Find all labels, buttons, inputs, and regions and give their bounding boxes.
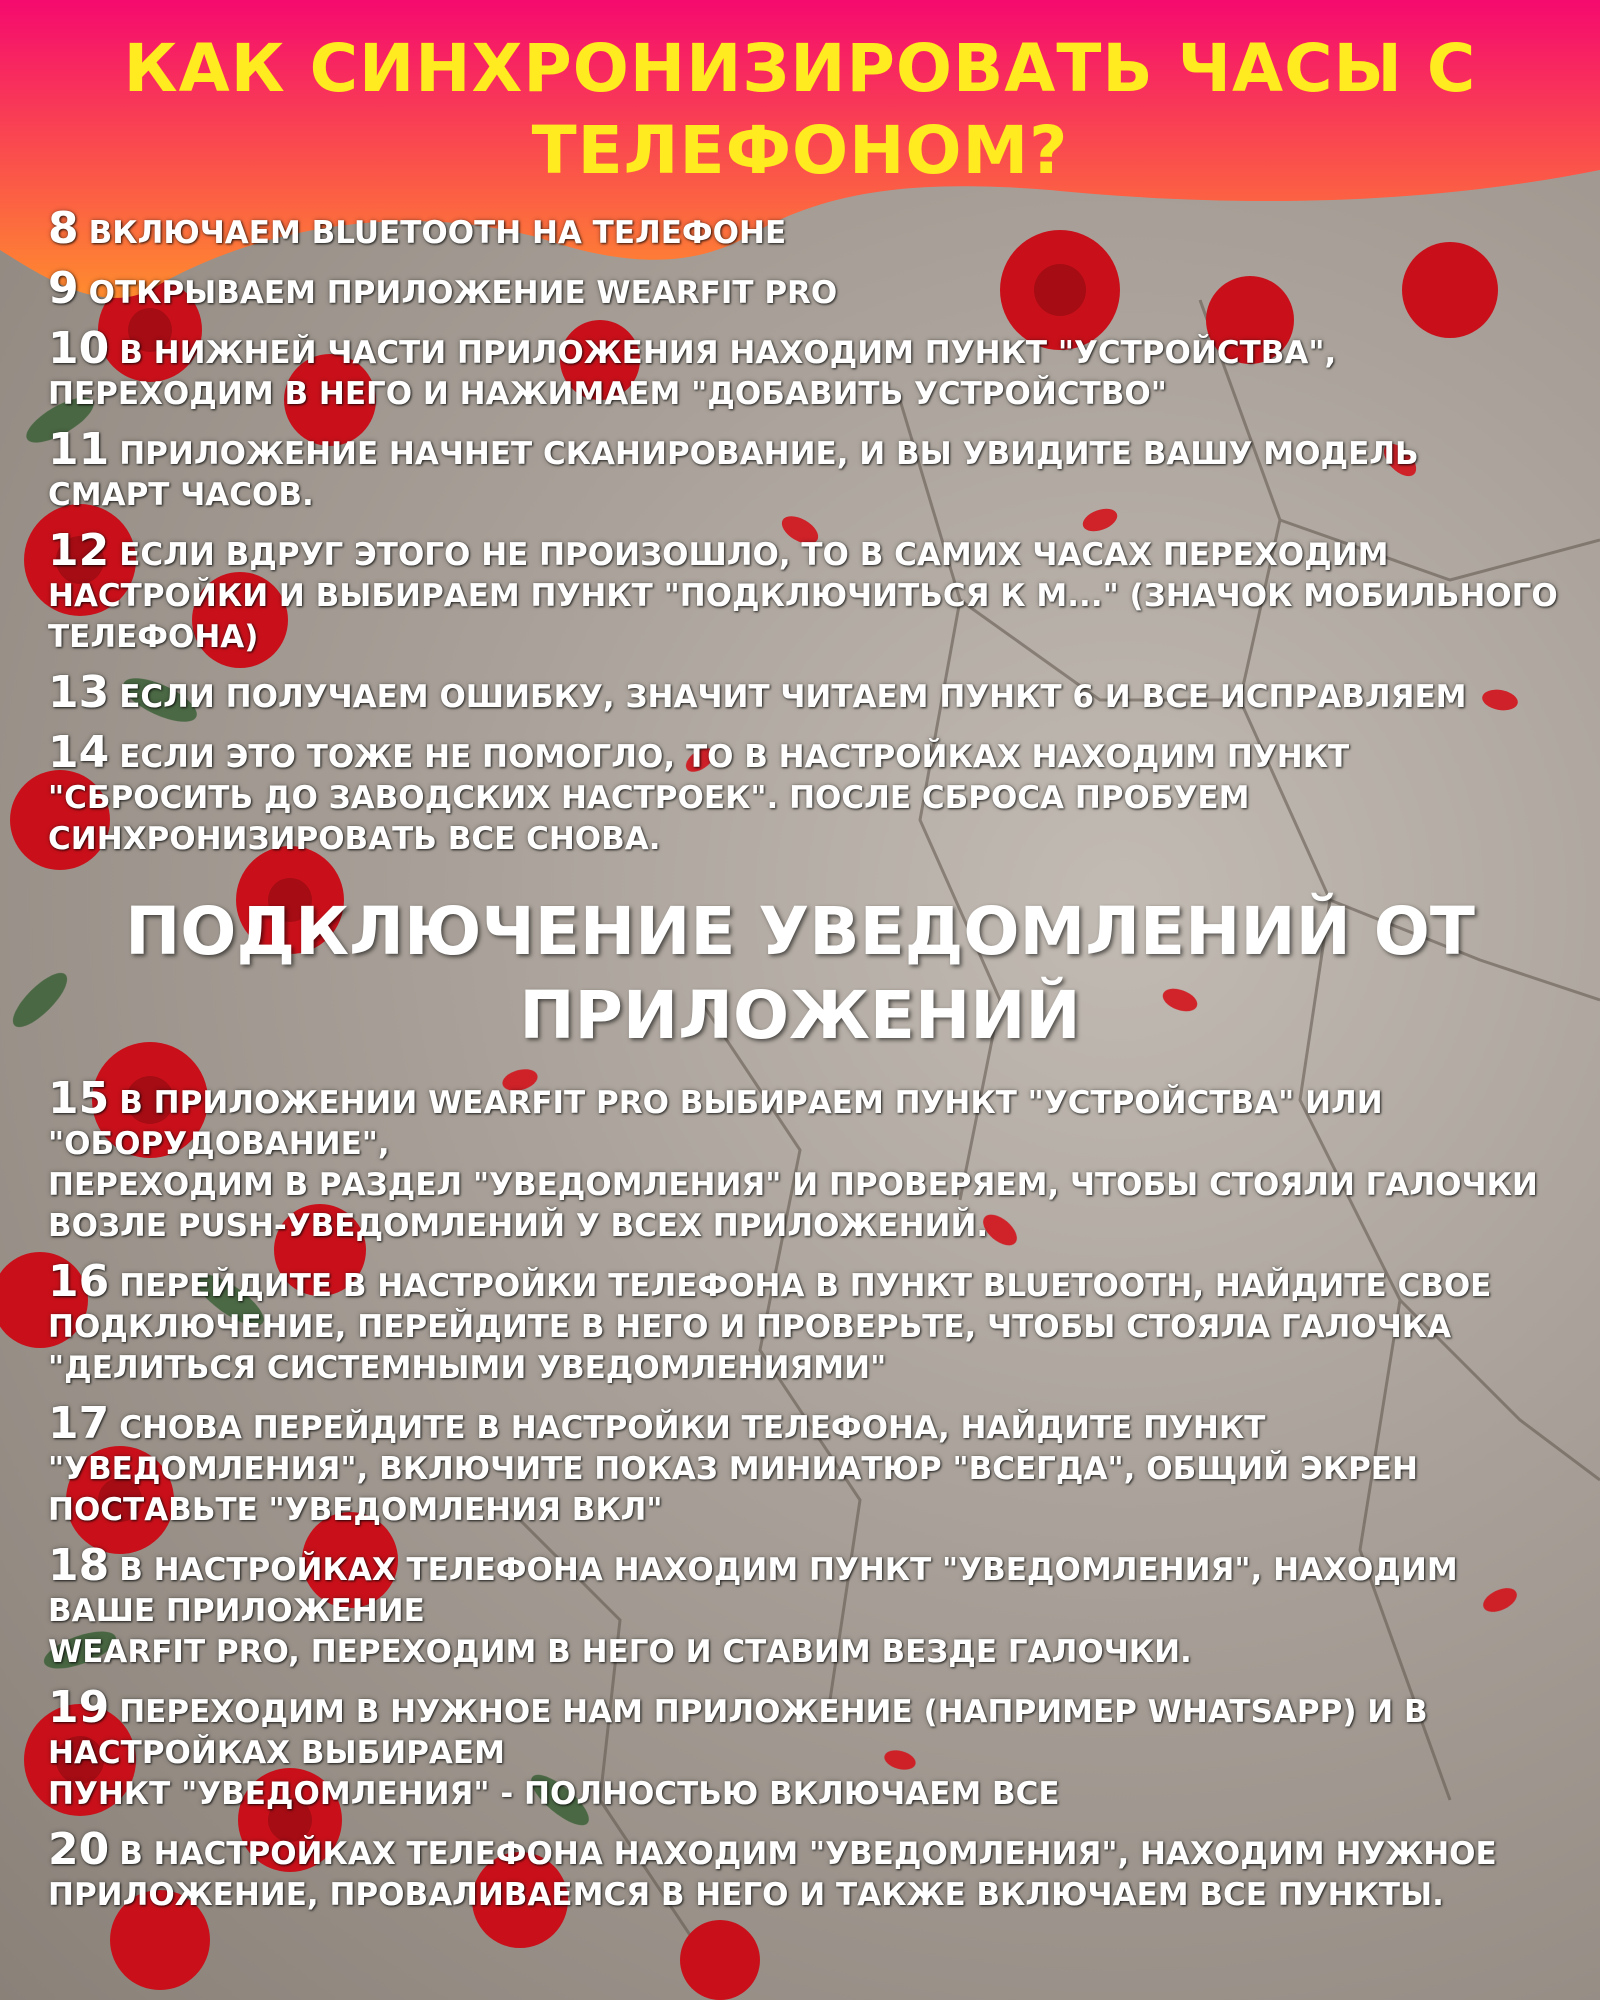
step-text: ПЕРЕХОДИМ В РАЗДЕЛ "УВЕДОМЛЕНИЯ" И ПРОВЕРЯЕМ, ЧТОБЫ СТОЯЛИ ГАЛОЧКИ [48, 1167, 1538, 1203]
step-number: 10 [48, 323, 110, 374]
step-text: ВОЗЛЕ PUSH-УВЕДОМЛЕНИЙ У ВСЕХ ПРИЛОЖЕНИЙ. [48, 1208, 989, 1244]
step-text: В НАСТРОЙКАХ ТЕЛЕФОНА НАХОДИМ "УВЕДОМЛЕНИЯ", НАХОДИМ НУЖНОЕ [119, 1836, 1497, 1872]
step-text: ПЕРЕХОДИМ В НУЖНОЕ НАМ ПРИЛОЖЕНИЕ (НАПРИМЕР WHATSAPP) И В [119, 1694, 1428, 1730]
step-number: 20 [48, 1824, 110, 1875]
step-12 [48, 525, 1558, 658]
step-text: В НАСТРОЙКАХ ТЕЛЕФОНА НАХОДИМ ПУНКТ "УВЕДОМЛЕНИЯ", НАХОДИМ [119, 1552, 1458, 1588]
step-13 [48, 667, 1558, 718]
step-20 [48, 1824, 1558, 1916]
step-text: В ПРИЛОЖЕНИИ WEARFIT PRO ВЫБИРАЕМ ПУНКТ "УСТРОЙСТВА" ИЛИ [119, 1085, 1383, 1121]
step-text: НАСТРОЙКАХ ВЫБИРАЕМ [48, 1735, 505, 1771]
page-title-line2: ТЕЛЕФОНОМ? [531, 112, 1069, 189]
notifications-section-title [0, 890, 1600, 1058]
step-16 [48, 1256, 1558, 1389]
step-9 [48, 263, 1558, 314]
step-text: СИНХРОНИЗИРОВАТЬ ВСЕ СНОВА. [48, 821, 661, 857]
step-text: ПЕРЕЙДИТЕ В НАСТРОЙКИ ТЕЛЕФОНА В ПУНКТ BLUETOOTH, НАЙДИТЕ СВОЕ [119, 1268, 1492, 1304]
section-title-line2: ПРИЛОЖЕНИЙ [519, 977, 1081, 1054]
step-15 [48, 1073, 1558, 1247]
step-text: ВКЛЮЧАЕМ BLUETOOTH НА ТЕЛЕФОНЕ [88, 215, 787, 251]
step-8 [48, 203, 1558, 254]
step-19 [48, 1682, 1558, 1815]
step-text: ЕСЛИ ЭТО ТОЖЕ НЕ ПОМОГЛО, ТО В НАСТРОЙКАХ НАХОДИМ ПУНКТ [119, 739, 1350, 775]
sync-steps-list [48, 203, 1558, 874]
step-number: 17 [48, 1398, 110, 1449]
step-text: В НИЖНЕЙ ЧАСТИ ПРИЛОЖЕНИЯ НАХОДИМ ПУНКТ "УСТРОЙСТВА", [119, 335, 1337, 371]
step-number: 14 [48, 727, 110, 778]
step-text: ПЕРЕХОДИМ В НЕГО И НАЖИМАЕМ "ДОБАВИТЬ УСТРОЙСТВО" [48, 376, 1167, 412]
notification-steps-list [48, 1073, 1558, 1930]
step-text: ВАШЕ ПРИЛОЖЕНИЕ [48, 1593, 425, 1629]
step-number: 12 [48, 525, 110, 576]
page-title-line1: КАК СИНХРОНИЗИРОВАТЬ ЧАСЫ С [123, 30, 1477, 107]
step-text: СМАРТ ЧАСОВ. [48, 477, 314, 513]
step-text: "ОБОРУДОВАНИЕ", [48, 1126, 390, 1162]
step-text: ТЕЛЕФОНА) [48, 619, 259, 655]
step-14 [48, 727, 1558, 860]
step-number: 15 [48, 1073, 110, 1124]
step-text: ПУНКТ "УВЕДОМЛЕНИЯ" - ПОЛНОСТЬЮ ВКЛЮЧАЕМ ВСЕ [48, 1776, 1060, 1812]
step-number: 11 [48, 424, 110, 475]
step-text: ПРИЛОЖЕНИЕ НАЧНЕТ СКАНИРОВАНИЕ, И ВЫ УВИДИТЕ ВАШУ МОДЕЛЬ [119, 436, 1419, 472]
step-number: 8 [48, 203, 79, 254]
step-text: "ДЕЛИТЬСЯ СИСТЕМНЫМИ УВЕДОМЛЕНИЯМИ" [48, 1350, 887, 1386]
step-number: 9 [48, 263, 79, 314]
step-text: СНОВА ПЕРЕЙДИТЕ В НАСТРОЙКИ ТЕЛЕФОНА, НАЙДИТЕ ПУНКТ [119, 1410, 1266, 1446]
step-text: ЕСЛИ ВДРУГ ЭТОГО НЕ ПРОИЗОШЛО, ТО В САМИХ ЧАСАХ ПЕРЕХОДИМ [119, 537, 1389, 573]
step-text: "СБРОСИТЬ ДО ЗАВОДСКИХ НАСТРОЕК". ПОСЛЕ СБРОСА ПРОБУЕМ [48, 780, 1250, 816]
step-number: 13 [48, 667, 110, 718]
step-17 [48, 1398, 1558, 1531]
step-text: "УВЕДОМЛЕНИЯ", ВКЛЮЧИТЕ ПОКАЗ МИНИАТЮР "ВСЕГДА", ОБЩИЙ ЭКРЕН [48, 1451, 1418, 1487]
step-text: ПОСТАВЬТЕ "УВЕДОМЛЕНИЯ ВКЛ" [48, 1492, 663, 1528]
step-number: 16 [48, 1256, 110, 1307]
step-18 [48, 1540, 1558, 1673]
step-number: 19 [48, 1682, 110, 1733]
step-text: WEARFIT PRO, ПЕРЕХОДИМ В НЕГО И СТАВИМ ВЕЗДЕ ГАЛОЧКИ. [48, 1634, 1192, 1670]
step-number: 18 [48, 1540, 110, 1591]
step-text: ПОДКЛЮЧЕНИЕ, ПЕРЕЙДИТЕ В НЕГО И ПРОВЕРЬТЕ, ЧТОБЫ СТОЯЛА ГАЛОЧКА [48, 1309, 1452, 1345]
step-10 [48, 323, 1558, 415]
step-11 [48, 424, 1558, 516]
step-text: ПРИЛОЖЕНИЕ, ПРОВАЛИВАЕМСЯ В НЕГО И ТАКЖЕ ВКЛЮЧАЕМ ВСЕ ПУНКТЫ. [48, 1877, 1444, 1913]
section-title-line1: ПОДКЛЮЧЕНИЕ УВЕДОМЛЕНИЙ ОТ [125, 893, 1475, 970]
step-text: ЕСЛИ ПОЛУЧАЕМ ОШИБКУ, ЗНАЧИТ ЧИТАЕМ ПУНКТ 6 И ВСЕ ИСПРАВЛЯЕМ [119, 679, 1467, 715]
step-text: ОТКРЫВАЕМ ПРИЛОЖЕНИЕ WEARFIT PRO [88, 275, 838, 311]
page-title [0, 28, 1600, 192]
step-text: НАСТРОЙКИ И ВЫБИРАЕМ ПУНКТ "ПОДКЛЮЧИТЬСЯ К М..." (ЗНАЧОК МОБИЛЬНОГО [48, 578, 1558, 614]
